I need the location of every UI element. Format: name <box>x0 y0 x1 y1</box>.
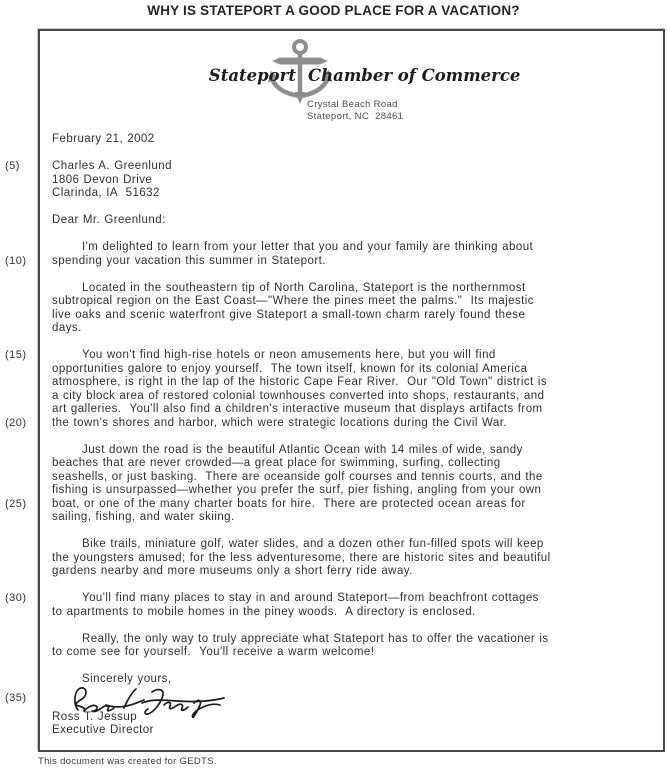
text-line: You won't find high-rise hotels or neon amusements here, but you will find <box>82 349 496 361</box>
text-line: days. <box>52 322 82 334</box>
text-line: gardens nearby and more museums only a short ferry ride away. <box>52 565 413 577</box>
line-number: (30) <box>5 592 27 604</box>
text-line: You'll find many places to stay in and around Stateport—from beachfront cottages <box>82 592 539 604</box>
text-line: Located in the southeastern tip of North Carolina, Stateport is the northernmost <box>82 281 526 294</box>
paragraph-1 <box>52 241 652 268</box>
line-number: (15) <box>5 349 27 361</box>
paragraph-7 <box>52 633 652 660</box>
text-line: the youngsters amused; for the less adventuresome, there are historic sites and beautiful <box>52 551 551 564</box>
line-number: (5) <box>5 160 20 172</box>
text-line: atmosphere, is right in the lap of the historic Cape Fear River. Our "Old Town" district is <box>52 376 548 388</box>
text-line: live oaks and scenic waterfront give Stateport a small-town charm rarely found these <box>52 308 526 321</box>
text-line: 1806 Devon Drive <box>52 173 153 186</box>
text-line: seashells, or just basking. There are oceanside golf courses and tennis courts, and the <box>52 470 543 483</box>
text-line: subtropical region on the East Coast—"Where the pines meet the palms." Its majestic <box>52 295 535 307</box>
paragraph-3 <box>52 349 652 430</box>
text-line: Bike trails, miniature golf, water slides, and a dozen other fun-filled spots will keep <box>82 538 544 550</box>
signature-name: Ross T. Jessup <box>52 710 138 723</box>
document-footer: This document was created for GEDTS. <box>38 756 217 767</box>
text-line: art galleries. You'll also find a children's interactive museum that displays artifacts from <box>52 403 543 415</box>
org-name-right: Chamber of Commerce <box>308 66 521 85</box>
letterhead-address-line2: Stateport, NC 28461 <box>307 111 404 122</box>
letter-body <box>52 133 652 738</box>
closing-line: Sincerely yours, <box>82 673 172 685</box>
signature-image <box>66 684 652 714</box>
paragraph-6 <box>52 592 652 619</box>
line-number: (20) <box>5 416 27 429</box>
line-number: (25) <box>5 497 27 510</box>
date-line <box>52 133 652 147</box>
text-line: sailing, fishing, and water skiing. <box>52 511 235 523</box>
salutation <box>52 214 652 228</box>
signature-title: Executive Director <box>52 724 154 736</box>
text-line: Dear Mr. Greenlund: <box>52 214 166 226</box>
text-line: Really, the only way to truly appreciate what Stateport has to offer the vacationer is <box>82 632 549 645</box>
text-line: a city block area of restored colonial townhouses converted into shops, restaurants, and <box>52 389 545 402</box>
text-line: I'm delighted to learn from your letter that you and your family are thinking about <box>82 241 534 253</box>
text-line: Clarinda, IA 51632 <box>52 187 160 199</box>
org-name-left: Stateport <box>208 66 296 85</box>
page-title: WHY IS STATEPORT A GOOD PLACE FOR A VACATION? <box>147 3 520 18</box>
text-line: fishing is unsurpassed—whether you prefer the surf, pier fishing, angling from your own <box>52 484 542 496</box>
letter-blocks <box>52 133 652 660</box>
text-line: to come see for yourself. You'll receive a warm welcome! <box>52 646 375 658</box>
text-line: boat, or one of the many charter boats for hire. There are protected ocean areas for <box>52 497 526 510</box>
line-number: (10) <box>5 254 27 267</box>
text-line: Just down the road is the beautiful Atlantic Ocean with 14 miles of wide, sandy <box>82 443 523 456</box>
paragraph-5 <box>52 538 652 579</box>
paragraph-4 <box>52 444 652 525</box>
text-line: beaches that are never crowded—a great place for swimming, surfing, collecting <box>52 457 501 469</box>
text-line: to apartments to mobile homes in the piney woods. A directory is enclosed. <box>52 605 476 618</box>
text-line: opportunities galore to enjoy yourself. The town itself, known for its colonial America <box>52 362 528 375</box>
paragraph-2 <box>52 282 652 336</box>
text-line: the town's shores and harbor, which were strategic locations during the Civil War. <box>52 416 508 429</box>
text-line: spending your vacation this summer in Stateport. <box>52 254 326 267</box>
text-line: February 21, 2002 <box>52 133 155 145</box>
line-number: (35) <box>5 691 27 704</box>
text-line: Charles A. Greenlund <box>52 160 172 172</box>
recipient-address <box>52 160 652 201</box>
letterhead-address-line1: Crystal Beach Road <box>307 99 398 110</box>
